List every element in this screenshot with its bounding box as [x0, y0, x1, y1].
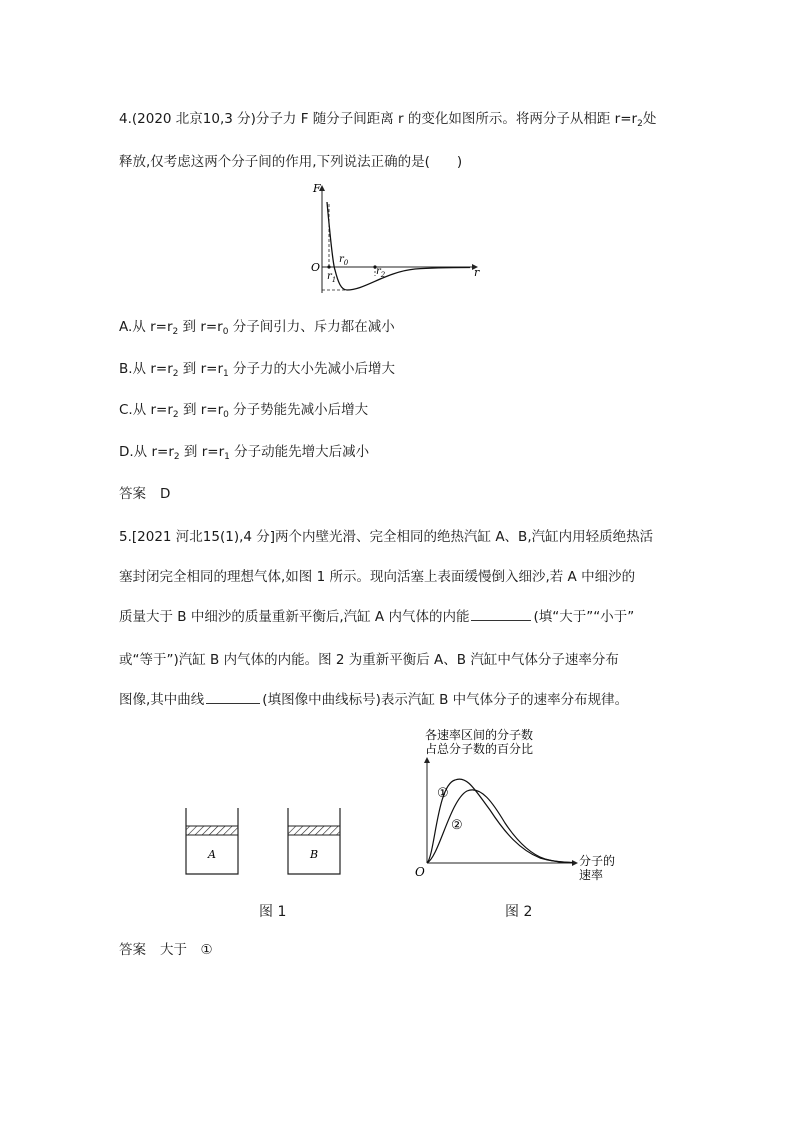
q4-option-c: C.从 $r=r_2$ 到 $r=r_0$ 分子势能先减小后增大 [119, 402, 369, 420]
cylinder-a-label: A [208, 848, 216, 861]
q4-option-d: D.从 $r=r_2$ 到 $r=r_1$ 分子动能先增大后减小 [119, 444, 370, 462]
q4-answer-label: 答案 [119, 486, 146, 502]
q5-stem-line3: 质量大于 B 中细沙的质量重新平衡后,汽缸 A 内气体的内能 (填“大于”“小于” [119, 609, 635, 625]
q5-answer-value: 大于 ① [160, 942, 213, 958]
q5-blank-2[interactable] [206, 691, 260, 704]
svg-text:r0 [339, 254, 349, 267]
fig2-y-label-2: 占总分子数的百分比 [425, 742, 534, 756]
q4-answer-value: D [160, 486, 171, 502]
cylinder-b-label: B [310, 848, 319, 861]
fig2-x-label-1: 分子的 [579, 854, 616, 868]
q4-force-graph [305, 180, 490, 298]
fig2-x-label-2: 速率 [579, 868, 604, 882]
q5-answer [119, 941, 213, 959]
q4-stem-line2: 释放,仅考虑这两个分子间的作用,下列说法正确的是( ) [119, 154, 463, 170]
fig2-origin: O [415, 865, 425, 879]
q5-stem-line1: 5.[2021 河北15(1),4 分]两个内壁光滑、完全相同的绝热汽缸 A、B,汽缸内用轻质绝热活 [119, 529, 654, 545]
svg-text:r2 [376, 266, 386, 279]
q5-fig2-distribution [405, 725, 630, 885]
q4-answer [119, 485, 170, 503]
q4-r1-sub: 1 [331, 276, 337, 284]
q4-y-label: F [313, 182, 321, 195]
q5-blank-1[interactable] [471, 608, 531, 621]
svg-text:r1 [327, 271, 336, 284]
q4-option-b: B.从 $r=r_2$ 到 $r=r_1$ 分子力的大小先减小后增大 [119, 361, 396, 379]
q4-r0-label: r [339, 254, 344, 265]
q4-r2-sub: 2 [380, 271, 386, 279]
piston-a [186, 826, 238, 835]
q4-r1-label: r [327, 271, 332, 282]
fig2-curve-2 [427, 790, 573, 863]
q4-r2-label: r [376, 266, 381, 277]
q4-origin-label: O [311, 261, 321, 274]
cylinder-b [288, 808, 340, 874]
q4-stem-line1: 4.(2020 北京10,3 分)分子力 F 随分子间距离 r 的变化如图所示。将两分子从相距 $r=r_2$处 [119, 111, 657, 129]
q5-stem-line2: 塞封闭完全相同的理想气体,如图 1 所示。现向活塞上表面缓慢倒入细沙,若 A 中细沙的 [119, 569, 636, 585]
q4-r0-sub: 0 [343, 259, 349, 267]
q5-answer-label: 答案 [119, 942, 146, 958]
fig2-curve-1-label: ① [437, 786, 449, 801]
fig2-curve-2-label: ② [451, 818, 463, 833]
fig2-caption: 图 2 [505, 904, 533, 920]
q4-x-label: r [474, 266, 480, 279]
q4-stem-subscript: 2 [637, 119, 643, 129]
q5-stem-line4: 或“等于”)汽缸 B 内气体的内能。图 2 为重新平衡后 A、B 汽缸中气体分子速率分布 [119, 652, 619, 668]
cylinder-a [186, 808, 238, 874]
fig1-caption: 图 1 [259, 904, 287, 920]
q4-force-curve [327, 202, 470, 290]
q4-option-a: A.从 $r=r_2$ 到 $r=r_0$ 分子间引力、斥力都在减小 [119, 319, 395, 337]
q5-fig1-cylinders [180, 800, 350, 880]
fig2-y-label-1: 各速率区间的分子数 [425, 728, 534, 742]
q5-stem-line5: 图像,其中曲线 (填图像中曲线标号)表示汽缸 B 中气体分子的速率分布规律。 [119, 692, 629, 708]
piston-b [288, 826, 340, 835]
